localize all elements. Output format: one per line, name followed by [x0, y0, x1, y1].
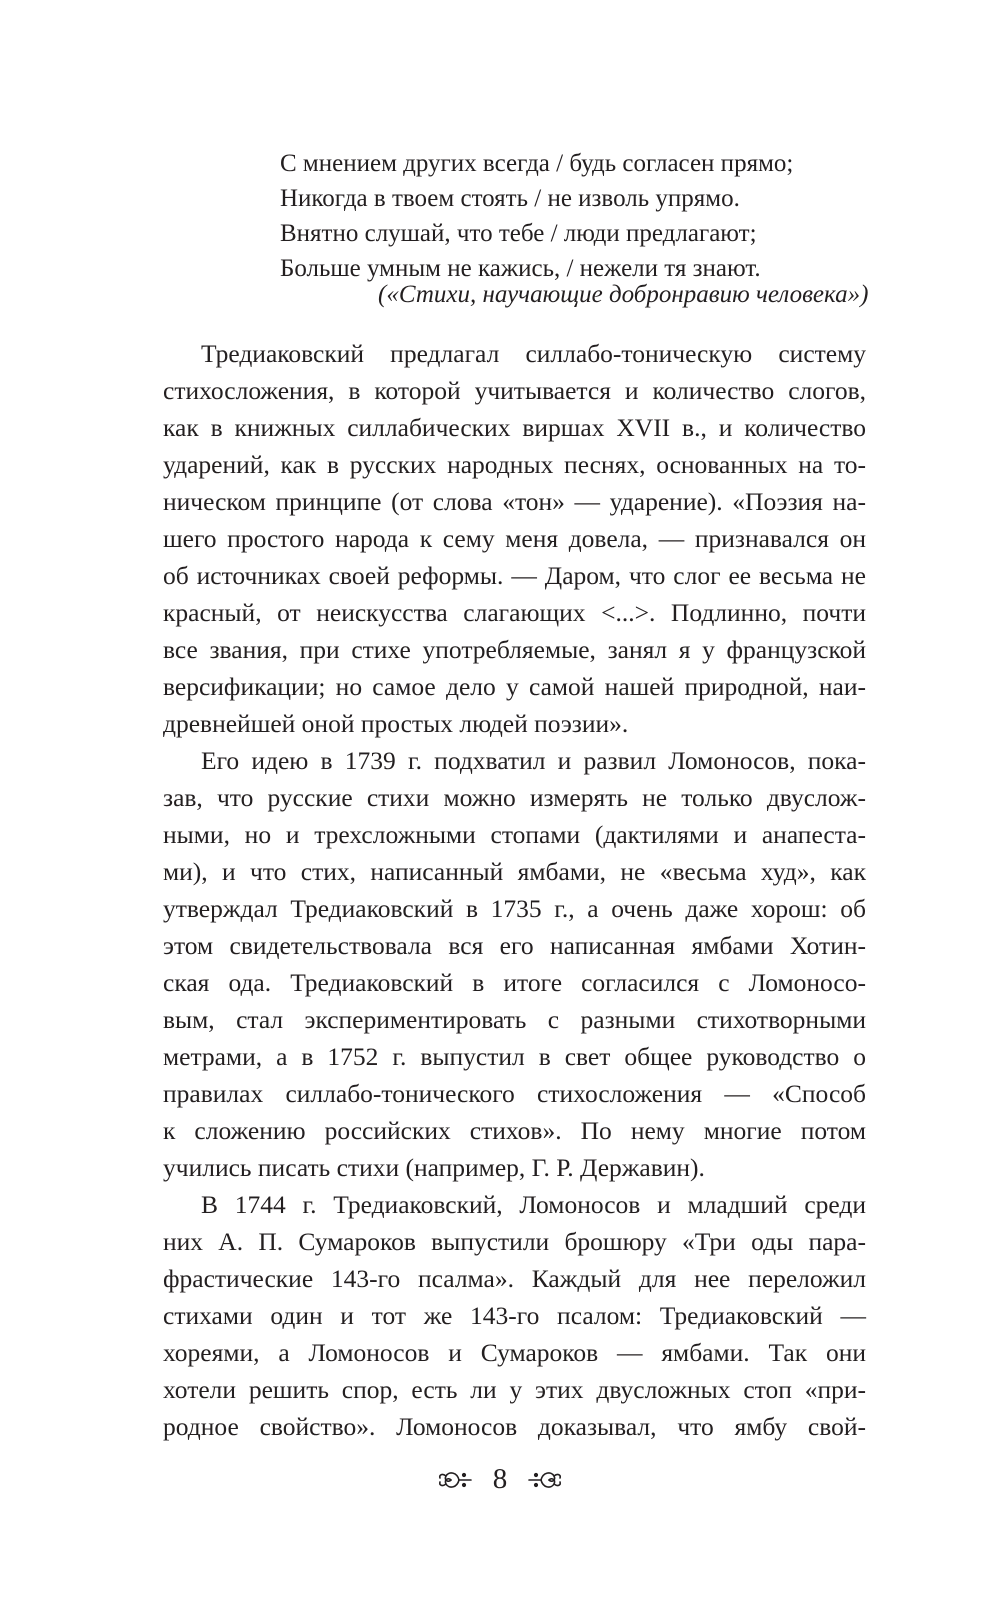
poem-line: С мнением других всегда / будь согласен прямо; [280, 150, 794, 177]
text-line: красный, от неискусства слагающих <...>. Подлинно, почти [163, 598, 866, 627]
fleuron-icon [527, 1467, 563, 1493]
text-line: фрастические 143-го псалма». Каждый для нее переложил [163, 1264, 866, 1293]
text-line: метрами, а в 1752 г. выпустил в свет общее руководство о [163, 1042, 866, 1071]
text-line: версификации; но самое дело у самой нашей природной, наи- [163, 672, 866, 701]
text-line: утверждал Тредиаковский в 1735 г., а очень даже хорош: об [163, 894, 866, 923]
page-number: 8 [492, 1463, 508, 1495]
text-line: ми), и что стих, написанный ямбами, не «весьма худ», как [163, 857, 866, 886]
text-line: хотели решить спор, есть ли у этих двусложных стоп «при- [163, 1375, 866, 1404]
text-line: Его идею в 1739 г. подхватил и развил Ломоносов, пока- [201, 746, 866, 775]
text-line: учились писать стихи (например, Г. Р. Державин). [163, 1153, 705, 1182]
text-line: хореями, а Ломоносов и Сумароков — ямбами. Так они [163, 1338, 866, 1367]
text-line: об источниках своей реформы. — Даром, что слог ее весьма не [163, 561, 866, 590]
text-line: шего простого народа к сему меня довела, — признавался он [163, 524, 866, 553]
text-line: древнейшей оной простых людей поэзии». [163, 709, 629, 738]
text-line: к сложению российских стихов». По нему многие потом [163, 1116, 866, 1145]
poem-line: Никогда в твоем стоять / не изволь упрямо. [280, 185, 740, 212]
page-footer [0, 1463, 1000, 1496]
text-line: правилах силлабо-тонического стихосложения — «Способ [163, 1079, 866, 1108]
text-line: Тредиаковский предлагал силлабо-тоническую систему [201, 339, 866, 368]
epigraph-source: («Стихи, научающие добронравию человека») [378, 281, 869, 308]
body-text [163, 335, 866, 1445]
text-line: все звания, при стихе употребляемые, занял я у французской [163, 635, 866, 664]
text-line: зав, что русские стихи можно измерять не только двуслож- [163, 783, 866, 812]
text-line: ными, но и трехсложными стопами (дактилями и анапеста- [163, 820, 866, 849]
text-line: В 1744 г. Тредиаковский, Ломоносов и младший среди [201, 1190, 866, 1219]
text-line: них А. П. Сумароков выпустили брошюру «Три оды пара- [163, 1227, 866, 1256]
text-line: как в книжных силлабических виршах XVII в., и количество [163, 413, 866, 442]
text-line: ударений, как в русских народных песнях, основанных на то- [163, 450, 866, 479]
text-line: этом свидетельствовала вся его написанная ямбами Хотин- [163, 931, 866, 960]
text-line: вым, стал экспериментировать с разными стихотворными [163, 1005, 866, 1034]
text-line: ническом принципе (от слова «тон» — ударение). «Поэзия на- [163, 487, 866, 516]
text-line: ская ода. Тредиаковский в итоге согласился с Ломоносо- [163, 968, 866, 997]
poem-line: Внятно слушай, что тебе / люди предлагают; [280, 220, 757, 247]
text-line: стихосложения, в которой учитывается и количество слогов, [163, 376, 866, 405]
poem-line: Больше умным не кажись, / нежели тя знают. [280, 255, 761, 282]
text-line: родное свойство». Ломоносов доказывал, что ямбу свой- [163, 1412, 866, 1441]
text-line: стихами один и тот же 143-го псалом: Тредиаковский — [163, 1301, 866, 1330]
fleuron-icon [437, 1467, 473, 1493]
epigraph-poem [280, 146, 880, 286]
